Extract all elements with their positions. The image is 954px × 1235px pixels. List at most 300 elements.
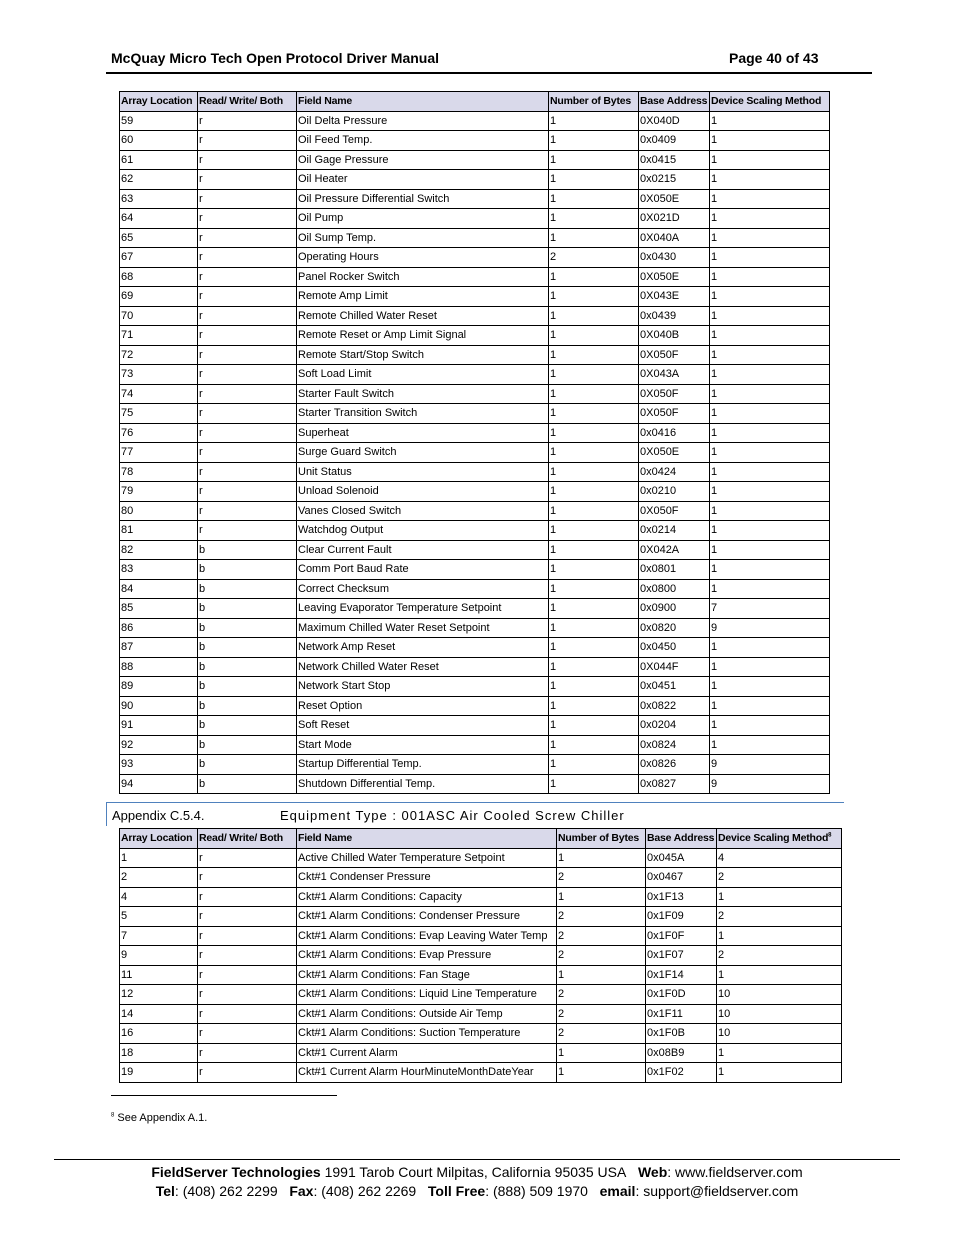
cell-array-location: 19 bbox=[120, 1063, 198, 1083]
table-row bbox=[120, 228, 830, 248]
cell-number-of-bytes: 1 bbox=[549, 579, 639, 599]
cell-number-of-bytes: 1 bbox=[549, 677, 639, 697]
cell-number-of-bytes: 1 bbox=[549, 716, 639, 736]
cell-scaling-method: 10 bbox=[717, 985, 842, 1005]
appendix-title: Equipment Type : 001ASC Air Cooled Screw Chiller bbox=[280, 808, 625, 823]
cell-base-address: 0x0430 bbox=[639, 248, 710, 268]
cell-base-address: 0x0820 bbox=[639, 618, 710, 638]
cell-field-name: Network Start Stop bbox=[297, 677, 549, 697]
cell-read-write: r bbox=[198, 965, 297, 985]
cell-scaling-method: 2 bbox=[717, 907, 842, 927]
cell-array-location: 67 bbox=[120, 248, 198, 268]
table-row bbox=[120, 848, 842, 868]
cell-array-location: 78 bbox=[120, 462, 198, 482]
cell-base-address: 0x0439 bbox=[639, 306, 710, 326]
table-header-row bbox=[120, 92, 830, 112]
cell-array-location: 5 bbox=[120, 907, 198, 927]
cell-field-name: Oil Pump bbox=[297, 209, 549, 229]
footer-email: support@fieldserver.com bbox=[643, 1183, 799, 1199]
cell-scaling-method: 2 bbox=[717, 868, 842, 888]
cell-array-location: 70 bbox=[120, 306, 198, 326]
col-array-location: Array Location bbox=[120, 829, 198, 849]
cell-number-of-bytes: 1 bbox=[549, 228, 639, 248]
cell-number-of-bytes: 1 bbox=[549, 638, 639, 658]
cell-array-location: 73 bbox=[120, 365, 198, 385]
cell-field-name: Panel Rocker Switch bbox=[297, 267, 549, 287]
cell-scaling-method: 7 bbox=[710, 599, 830, 619]
cell-array-location: 92 bbox=[120, 735, 198, 755]
table-row bbox=[120, 248, 830, 268]
cell-base-address: 0x1F14 bbox=[646, 965, 717, 985]
cell-read-write: r bbox=[198, 1063, 297, 1083]
cell-base-address: 0X050F bbox=[639, 384, 710, 404]
cell-array-location: 74 bbox=[120, 384, 198, 404]
cell-array-location: 59 bbox=[120, 111, 198, 131]
cell-scaling-method: 9 bbox=[710, 774, 830, 794]
col-scaling-method-label: Device Scaling Method bbox=[718, 832, 829, 845]
cell-read-write: r bbox=[198, 326, 297, 346]
cell-number-of-bytes: 1 bbox=[549, 209, 639, 229]
table-row bbox=[120, 965, 842, 985]
cell-number-of-bytes: 1 bbox=[549, 501, 639, 521]
table-row bbox=[120, 1043, 842, 1063]
cell-base-address: 0x0824 bbox=[639, 735, 710, 755]
cell-base-address: 0x1F07 bbox=[646, 946, 717, 966]
cell-scaling-method: 1 bbox=[710, 501, 830, 521]
cell-base-address: 0x0210 bbox=[639, 482, 710, 502]
cell-read-write: r bbox=[198, 868, 297, 888]
cell-scaling-method: 1 bbox=[710, 404, 830, 424]
cell-base-address: 0X043E bbox=[639, 287, 710, 307]
cell-field-name: Shutdown Differential Temp. bbox=[297, 774, 549, 794]
cell-scaling-method: 1 bbox=[710, 735, 830, 755]
cell-number-of-bytes: 1 bbox=[549, 482, 639, 502]
cell-base-address: 0x1F0D bbox=[646, 985, 717, 1005]
cell-number-of-bytes: 2 bbox=[549, 248, 639, 268]
cell-scaling-method: 2 bbox=[717, 946, 842, 966]
cell-number-of-bytes: 1 bbox=[549, 345, 639, 365]
cell-array-location: 91 bbox=[120, 716, 198, 736]
cell-scaling-method: 1 bbox=[710, 540, 830, 560]
cell-scaling-method: 1 bbox=[710, 677, 830, 697]
cell-array-location: 61 bbox=[120, 150, 198, 170]
cell-field-name: Start Mode bbox=[297, 735, 549, 755]
cell-field-name: Unit Status bbox=[297, 462, 549, 482]
cell-field-name: Oil Feed Temp. bbox=[297, 131, 549, 151]
footer-email-label: email bbox=[599, 1183, 636, 1199]
table-row bbox=[120, 189, 830, 209]
footer-tel-label: Tel bbox=[155, 1183, 175, 1199]
cell-scaling-method: 1 bbox=[710, 365, 830, 385]
cell-number-of-bytes: 2 bbox=[557, 926, 646, 946]
cell-base-address: 0x0801 bbox=[639, 560, 710, 580]
cell-number-of-bytes: 2 bbox=[557, 946, 646, 966]
cell-field-name: Comm Port Baud Rate bbox=[297, 560, 549, 580]
cell-array-location: 2 bbox=[120, 868, 198, 888]
table-row bbox=[120, 131, 830, 151]
cell-base-address: 0X042A bbox=[639, 540, 710, 560]
cell-number-of-bytes: 1 bbox=[549, 423, 639, 443]
header-rule bbox=[106, 72, 872, 74]
cell-read-write: b bbox=[198, 774, 297, 794]
cell-field-name: Ckt#1 Current Alarm HourMinuteMonthDateYear bbox=[297, 1063, 557, 1083]
footer-fax: (408) 262 2269 bbox=[321, 1183, 417, 1199]
table-row bbox=[120, 579, 830, 599]
cell-read-write: b bbox=[198, 618, 297, 638]
cell-read-write: b bbox=[198, 735, 297, 755]
cell-field-name: Starter Fault Switch bbox=[297, 384, 549, 404]
table-row bbox=[120, 1004, 842, 1024]
cell-scaling-method: 1 bbox=[710, 579, 830, 599]
cell-number-of-bytes: 1 bbox=[549, 774, 639, 794]
cell-number-of-bytes: 1 bbox=[549, 657, 639, 677]
table-row bbox=[120, 443, 830, 463]
cell-read-write: r bbox=[198, 365, 297, 385]
cell-scaling-method: 9 bbox=[710, 618, 830, 638]
cell-field-name: Soft Reset bbox=[297, 716, 549, 736]
cell-read-write: r bbox=[198, 423, 297, 443]
cell-read-write: r bbox=[198, 482, 297, 502]
cell-number-of-bytes: 1 bbox=[549, 521, 639, 541]
cell-scaling-method: 1 bbox=[710, 716, 830, 736]
cell-base-address: 0x0800 bbox=[639, 579, 710, 599]
footnote bbox=[111, 1112, 207, 1124]
cell-array-location: 79 bbox=[120, 482, 198, 502]
col-read-write: Read/ Write/ Both bbox=[198, 92, 297, 112]
cell-scaling-method: 1 bbox=[717, 926, 842, 946]
cell-read-write: b bbox=[198, 638, 297, 658]
cell-field-name: Remote Chilled Water Reset bbox=[297, 306, 549, 326]
table-row bbox=[120, 926, 842, 946]
cell-scaling-method: 1 bbox=[710, 306, 830, 326]
cell-field-name: Unload Solenoid bbox=[297, 482, 549, 502]
cell-base-address: 0x0424 bbox=[639, 462, 710, 482]
cell-number-of-bytes: 2 bbox=[557, 1004, 646, 1024]
cell-field-name: Remote Start/Stop Switch bbox=[297, 345, 549, 365]
cell-read-write: r bbox=[198, 1004, 297, 1024]
cell-array-location: 88 bbox=[120, 657, 198, 677]
cell-number-of-bytes: 1 bbox=[549, 404, 639, 424]
cell-array-location: 7 bbox=[120, 926, 198, 946]
cell-scaling-method: 1 bbox=[717, 887, 842, 907]
cell-scaling-method: 1 bbox=[710, 462, 830, 482]
table-row bbox=[120, 907, 842, 927]
table-row bbox=[120, 482, 830, 502]
footer-fax-label: Fax bbox=[289, 1183, 314, 1199]
cell-base-address: 0x1F02 bbox=[646, 1063, 717, 1083]
cell-field-name: Soft Load Limit bbox=[297, 365, 549, 385]
cell-base-address: 0X050F bbox=[639, 345, 710, 365]
cell-array-location: 81 bbox=[120, 521, 198, 541]
cell-field-name: Vanes Closed Switch bbox=[297, 501, 549, 521]
cell-field-name: Superheat bbox=[297, 423, 549, 443]
cell-read-write: r bbox=[198, 170, 297, 190]
cell-number-of-bytes: 1 bbox=[549, 365, 639, 385]
cell-array-location: 89 bbox=[120, 677, 198, 697]
cell-field-name: Watchdog Output bbox=[297, 521, 549, 541]
col-field-name: Field Name bbox=[297, 92, 549, 112]
cell-number-of-bytes: 1 bbox=[549, 735, 639, 755]
cell-number-of-bytes: 1 bbox=[557, 1043, 646, 1063]
cell-array-location: 90 bbox=[120, 696, 198, 716]
cell-number-of-bytes: 1 bbox=[557, 1063, 646, 1083]
cell-read-write: b bbox=[198, 579, 297, 599]
cell-base-address: 0X040A bbox=[639, 228, 710, 248]
cell-number-of-bytes: 1 bbox=[549, 306, 639, 326]
table-row bbox=[120, 326, 830, 346]
cell-scaling-method: 1 bbox=[710, 170, 830, 190]
table-row bbox=[120, 521, 830, 541]
cell-number-of-bytes: 1 bbox=[549, 696, 639, 716]
table-row bbox=[120, 696, 830, 716]
col-number-of-bytes: Number of Bytes bbox=[549, 92, 639, 112]
table-row bbox=[120, 150, 830, 170]
cell-base-address: 0x0451 bbox=[639, 677, 710, 697]
col-number-of-bytes: Number of Bytes bbox=[557, 829, 646, 849]
cell-read-write: r bbox=[198, 150, 297, 170]
cell-read-write: r bbox=[198, 267, 297, 287]
col-scaling-method: Device Scaling Method bbox=[710, 92, 830, 112]
cell-number-of-bytes: 2 bbox=[557, 1024, 646, 1044]
cell-read-write: r bbox=[198, 926, 297, 946]
table-row bbox=[120, 365, 830, 385]
cell-scaling-method: 1 bbox=[710, 696, 830, 716]
cell-base-address: 0x1F0F bbox=[646, 926, 717, 946]
cell-field-name: Operating Hours bbox=[297, 248, 549, 268]
cell-number-of-bytes: 1 bbox=[557, 848, 646, 868]
col-scaling-method bbox=[717, 829, 842, 849]
cell-field-name: Ckt#1 Alarm Conditions: Evap Pressure bbox=[297, 946, 557, 966]
cell-field-name: Starter Transition Switch bbox=[297, 404, 549, 424]
cell-number-of-bytes: 1 bbox=[549, 618, 639, 638]
cell-read-write: r bbox=[198, 907, 297, 927]
cell-scaling-method: 1 bbox=[710, 657, 830, 677]
table-row bbox=[120, 540, 830, 560]
cell-array-location: 11 bbox=[120, 965, 198, 985]
cell-field-name: Ckt#1 Alarm Conditions: Suction Temperature bbox=[297, 1024, 557, 1044]
cell-field-name: Ckt#1 Condenser Pressure bbox=[297, 868, 557, 888]
cell-base-address: 0X050E bbox=[639, 267, 710, 287]
cell-field-name: Oil Sump Temp. bbox=[297, 228, 549, 248]
table-row bbox=[120, 404, 830, 424]
cell-scaling-method: 9 bbox=[710, 755, 830, 775]
cell-field-name: Maximum Chilled Water Reset Setpoint bbox=[297, 618, 549, 638]
cell-scaling-method: 1 bbox=[710, 287, 830, 307]
cell-scaling-method: 1 bbox=[710, 131, 830, 151]
cell-scaling-method: 1 bbox=[710, 638, 830, 658]
cell-base-address: 0x08B9 bbox=[646, 1043, 717, 1063]
table-row bbox=[120, 384, 830, 404]
cell-read-write: r bbox=[198, 521, 297, 541]
cell-field-name: Ckt#1 Alarm Conditions: Condenser Pressure bbox=[297, 907, 557, 927]
cell-read-write: r bbox=[198, 443, 297, 463]
cell-read-write: b bbox=[198, 540, 297, 560]
page-number: Page 40 of 43 bbox=[729, 50, 819, 66]
table-row bbox=[120, 946, 842, 966]
cell-array-location: 4 bbox=[120, 887, 198, 907]
footer-tel: (408) 262 2299 bbox=[182, 1183, 278, 1199]
appendix-heading bbox=[106, 802, 844, 826]
register-table-2 bbox=[119, 828, 842, 1083]
footnote-reference: 8 bbox=[828, 832, 832, 839]
footer-web-label: Web bbox=[637, 1164, 668, 1180]
cell-field-name: Correct Checksum bbox=[297, 579, 549, 599]
col-array-location: Array Location bbox=[120, 92, 198, 112]
cell-array-location: 94 bbox=[120, 774, 198, 794]
cell-read-write: r bbox=[198, 287, 297, 307]
cell-base-address: 0x1F0B bbox=[646, 1024, 717, 1044]
cell-scaling-method: 1 bbox=[710, 150, 830, 170]
cell-scaling-method: 1 bbox=[710, 267, 830, 287]
cell-base-address: 0x045A bbox=[646, 848, 717, 868]
table-body bbox=[120, 848, 842, 1082]
cell-field-name: Ckt#1 Alarm Conditions: Capacity bbox=[297, 887, 557, 907]
cell-read-write: r bbox=[198, 985, 297, 1005]
table-row bbox=[120, 267, 830, 287]
table-row bbox=[120, 1024, 842, 1044]
cell-number-of-bytes: 1 bbox=[549, 384, 639, 404]
cell-number-of-bytes: 1 bbox=[549, 287, 639, 307]
table-row bbox=[120, 774, 830, 794]
cell-read-write: r bbox=[198, 131, 297, 151]
cell-read-write: r bbox=[198, 209, 297, 229]
cell-number-of-bytes: 1 bbox=[549, 189, 639, 209]
cell-scaling-method: 1 bbox=[710, 384, 830, 404]
table-row bbox=[120, 735, 830, 755]
cell-array-location: 63 bbox=[120, 189, 198, 209]
cell-scaling-method: 4 bbox=[717, 848, 842, 868]
footer-line-2: Tel: (408) 262 2299 Fax: (408) 262 2269 Toll Free: (888) 509 1970 email: support@fieldserver.com bbox=[155, 1183, 799, 1199]
cell-field-name: Active Chilled Water Temperature Setpoint bbox=[297, 848, 557, 868]
cell-field-name: Remote Reset or Amp Limit Signal bbox=[297, 326, 549, 346]
cell-scaling-method: 1 bbox=[710, 209, 830, 229]
cell-field-name: Network Amp Reset bbox=[297, 638, 549, 658]
col-field-name: Field Name bbox=[297, 829, 557, 849]
cell-array-location: 9 bbox=[120, 946, 198, 966]
cell-number-of-bytes: 1 bbox=[549, 170, 639, 190]
cell-read-write: r bbox=[198, 111, 297, 131]
table-row bbox=[120, 462, 830, 482]
cell-number-of-bytes: 1 bbox=[549, 599, 639, 619]
cell-base-address: 0x1F11 bbox=[646, 1004, 717, 1024]
cell-read-write: b bbox=[198, 716, 297, 736]
table-body bbox=[120, 111, 830, 794]
cell-read-write: r bbox=[198, 501, 297, 521]
cell-read-write: r bbox=[198, 345, 297, 365]
cell-array-location: 72 bbox=[120, 345, 198, 365]
table-row bbox=[120, 345, 830, 365]
table-row bbox=[120, 677, 830, 697]
cell-array-location: 64 bbox=[120, 209, 198, 229]
cell-read-write: r bbox=[198, 404, 297, 424]
cell-field-name: Reset Option bbox=[297, 696, 549, 716]
heading-left-border bbox=[106, 802, 107, 826]
table-row bbox=[120, 887, 842, 907]
cell-scaling-method: 1 bbox=[717, 1063, 842, 1083]
table-row bbox=[120, 111, 830, 131]
cell-field-name: Oil Heater bbox=[297, 170, 549, 190]
cell-array-location: 16 bbox=[120, 1024, 198, 1044]
cell-read-write: r bbox=[198, 228, 297, 248]
cell-number-of-bytes: 1 bbox=[549, 443, 639, 463]
cell-array-location: 1 bbox=[120, 848, 198, 868]
cell-scaling-method: 1 bbox=[710, 482, 830, 502]
table-row bbox=[120, 209, 830, 229]
cell-number-of-bytes: 1 bbox=[549, 755, 639, 775]
footer-address: 1991 Tarob Court Milpitas, California 95035 USA bbox=[324, 1164, 627, 1180]
cell-read-write: r bbox=[198, 1043, 297, 1063]
cell-read-write: b bbox=[198, 677, 297, 697]
cell-array-location: 65 bbox=[120, 228, 198, 248]
cell-scaling-method: 1 bbox=[710, 111, 830, 131]
cell-number-of-bytes: 2 bbox=[557, 907, 646, 927]
footer-tollfree-label: Toll Free bbox=[427, 1183, 486, 1199]
cell-array-location: 75 bbox=[120, 404, 198, 424]
cell-field-name: Oil Gage Pressure bbox=[297, 150, 549, 170]
table-row bbox=[120, 599, 830, 619]
cell-number-of-bytes: 1 bbox=[549, 111, 639, 131]
cell-base-address: 0x1F09 bbox=[646, 907, 717, 927]
document-title: McQuay Micro Tech Open Protocol Driver Manual bbox=[111, 50, 440, 66]
cell-read-write: r bbox=[198, 384, 297, 404]
footnote-mark: 8 bbox=[111, 1112, 115, 1119]
cell-array-location: 87 bbox=[120, 638, 198, 658]
cell-scaling-method: 1 bbox=[710, 228, 830, 248]
cell-array-location: 83 bbox=[120, 560, 198, 580]
cell-scaling-method: 1 bbox=[710, 248, 830, 268]
cell-number-of-bytes: 1 bbox=[557, 965, 646, 985]
cell-base-address: 0x0827 bbox=[639, 774, 710, 794]
cell-array-location: 12 bbox=[120, 985, 198, 1005]
cell-read-write: b bbox=[198, 696, 297, 716]
cell-base-address: 0X044F bbox=[639, 657, 710, 677]
cell-field-name: Oil Delta Pressure bbox=[297, 111, 549, 131]
cell-field-name: Surge Guard Switch bbox=[297, 443, 549, 463]
cell-field-name: Network Chilled Water Reset bbox=[297, 657, 549, 677]
footer-company: FieldServer Technologies bbox=[151, 1164, 321, 1180]
cell-base-address: 0x0416 bbox=[639, 423, 710, 443]
table-row bbox=[120, 755, 830, 775]
col-read-write: Read/ Write/ Both bbox=[198, 829, 297, 849]
cell-base-address: 0x0215 bbox=[639, 170, 710, 190]
cell-number-of-bytes: 1 bbox=[549, 540, 639, 560]
table-row bbox=[120, 618, 830, 638]
heading-top-border bbox=[106, 802, 844, 803]
cell-array-location: 69 bbox=[120, 287, 198, 307]
cell-array-location: 77 bbox=[120, 443, 198, 463]
cell-read-write: r bbox=[198, 462, 297, 482]
cell-base-address: 0X050E bbox=[639, 189, 710, 209]
cell-base-address: 0X043A bbox=[639, 365, 710, 385]
cell-field-name: Remote Amp Limit bbox=[297, 287, 549, 307]
footer-line-1: FieldServer Technologies 1991 Tarob Court Milpitas, California 95035 USA Web: www.fieldserver.com bbox=[151, 1164, 803, 1180]
cell-base-address: 0x0826 bbox=[639, 755, 710, 775]
cell-base-address: 0X040B bbox=[639, 326, 710, 346]
table-row bbox=[120, 985, 842, 1005]
cell-number-of-bytes: 1 bbox=[549, 560, 639, 580]
cell-read-write: r bbox=[198, 946, 297, 966]
cell-scaling-method: 1 bbox=[717, 1043, 842, 1063]
cell-array-location: 85 bbox=[120, 599, 198, 619]
footnote-text: See Appendix A.1. bbox=[117, 1112, 208, 1124]
cell-array-location: 84 bbox=[120, 579, 198, 599]
table-row bbox=[120, 501, 830, 521]
col-base-address: Base Address bbox=[646, 829, 717, 849]
cell-number-of-bytes: 1 bbox=[549, 267, 639, 287]
footer-tollfree: (888) 509 1970 bbox=[492, 1183, 588, 1199]
cell-array-location: 71 bbox=[120, 326, 198, 346]
cell-array-location: 14 bbox=[120, 1004, 198, 1024]
